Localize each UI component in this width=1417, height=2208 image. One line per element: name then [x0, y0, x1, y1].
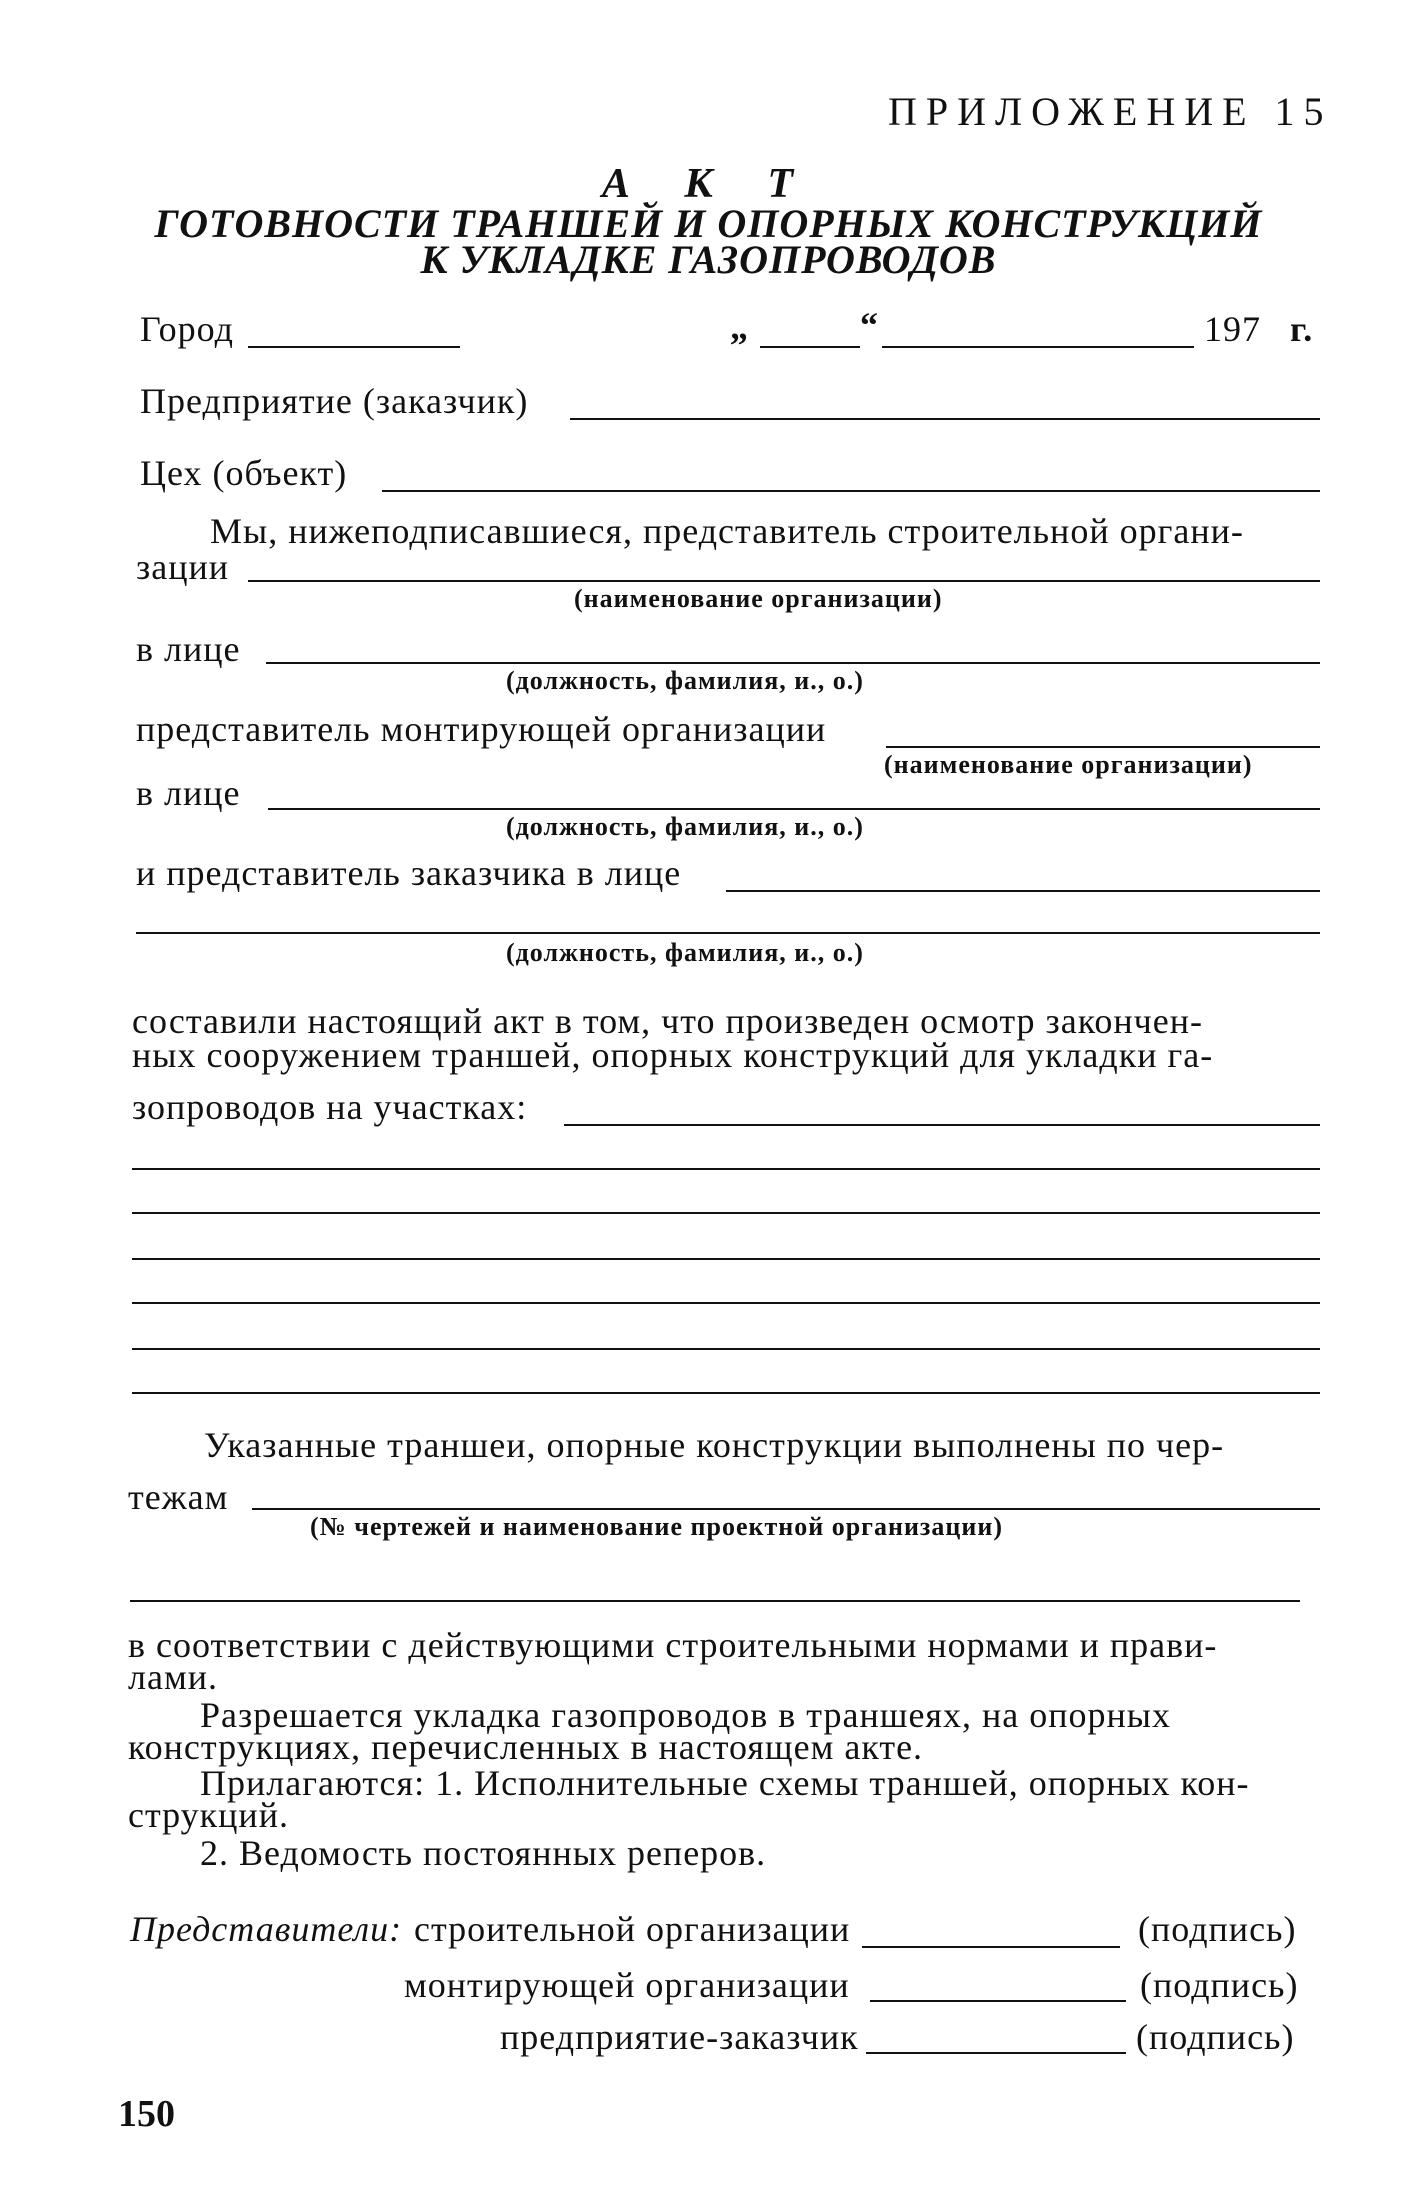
- sections-field-1[interactable]: [564, 1124, 1320, 1126]
- appendix-label: ПРИЛОЖЕНИЕ 15: [888, 89, 1333, 134]
- year-suffix: г.: [1290, 309, 1314, 349]
- sig3-label: предприятие-заказчик: [500, 2017, 859, 2057]
- date-month-field[interactable]: [882, 346, 1194, 348]
- sections-field-2[interactable]: [132, 1168, 1320, 1170]
- sig2-caption: (подпись): [1140, 1965, 1299, 2005]
- in-person-label-2: в лице: [136, 773, 241, 813]
- customer-rep-field[interactable]: [726, 890, 1320, 892]
- para2-line3: зопроводов на участках:: [132, 1087, 528, 1127]
- sections-field-4[interactable]: [132, 1258, 1320, 1260]
- para1-line1: Мы, нижеподписавшиеся, представитель строительной органи-: [210, 511, 1244, 551]
- para4-line2: лами.: [128, 1657, 218, 1697]
- person-field-2[interactable]: [268, 808, 1320, 810]
- drawings-field[interactable]: [252, 1508, 1320, 1510]
- sections-field-5[interactable]: [132, 1302, 1320, 1304]
- para2-line1: составили настоящий акт в том, что произведен осмотр закончен-: [132, 1001, 1203, 1041]
- page-number: 150: [118, 2093, 175, 2135]
- caption-org-name-2: (наименование организации): [884, 750, 1253, 779]
- para6-line3: 2. Ведомость постоянных реперов.: [200, 1833, 767, 1873]
- sig2-field[interactable]: [870, 2000, 1126, 2002]
- act-subtitle-line1: ГОТОВНОСТИ ТРАНШЕЙ И ОПОРНЫХ КОНСТРУКЦИЙ: [154, 201, 1263, 246]
- customer-rep-field-2[interactable]: [136, 932, 1320, 934]
- year-text: 197: [1204, 309, 1261, 349]
- para6-line1: Прилагаются: 1. Исполнительные схемы траншей, опорных кон-: [200, 1763, 1250, 1803]
- sig2-label: монтирующей организации: [404, 1965, 850, 2005]
- para4-line1: в соответствии с действующими строительными нормами и прави-: [128, 1625, 1218, 1665]
- caption-org-name: (наименование организации): [574, 584, 943, 613]
- installer-org-field[interactable]: [886, 746, 1320, 748]
- city-label: Город: [140, 309, 234, 349]
- shop-label: Цех (объект): [140, 453, 348, 493]
- para1-line2: зации: [136, 547, 229, 587]
- caption-position-1: (должность, фамилия, и., о.): [506, 666, 864, 695]
- sig1-field[interactable]: [862, 1946, 1120, 1948]
- para5-line1: Разрешается укладка газопроводов в траншеях, на опорных: [200, 1695, 1171, 1735]
- city-field[interactable]: [248, 346, 460, 348]
- representatives-label: Представители:: [130, 1909, 403, 1949]
- para2-line2: ных сооружением траншей, опорных конструкций для укладки га-: [132, 1035, 1214, 1075]
- sig1-caption: (подпись): [1138, 1909, 1297, 1949]
- org-name-field[interactable]: [248, 580, 1320, 582]
- caption-drawings: (№ чертежей и наименование проектной организации): [310, 1512, 1003, 1541]
- para3-line2: тежам: [128, 1477, 229, 1517]
- installer-rep-label: представитель монтирующей организации: [136, 709, 827, 749]
- drawings-field-2[interactable]: [130, 1600, 1300, 1602]
- sig3-field[interactable]: [866, 2052, 1126, 2054]
- customer-rep-label: и представитель заказчика в лице: [136, 853, 682, 893]
- sections-field-3[interactable]: [132, 1212, 1320, 1214]
- para6-line2: струкций.: [128, 1795, 289, 1835]
- person-field-1[interactable]: [266, 662, 1320, 664]
- act-subtitle-line2: К УКЛАДКЕ ГАЗОПРОВОДОВ: [420, 237, 997, 282]
- sections-field-7[interactable]: [132, 1392, 1320, 1394]
- para5-line2: конструкциях, перечисленных в настоящем акте.: [128, 1727, 924, 1767]
- sections-field-6[interactable]: [132, 1348, 1320, 1350]
- date-day-field[interactable]: [760, 346, 860, 348]
- act-title: А К Т: [601, 161, 816, 207]
- enterprise-label: Предприятие (заказчик): [140, 381, 529, 421]
- sig1-label: строительной организации: [414, 1909, 851, 1949]
- sig3-caption: (подпись): [1136, 2017, 1295, 2057]
- caption-position-3: (должность, фамилия, и., о.): [506, 938, 864, 967]
- para3-line1: Указанные траншеи, опорные конструкции выполнены по чер-: [204, 1425, 1225, 1465]
- caption-position-2: (должность, фамилия, и., о.): [506, 812, 864, 841]
- date-open-quote: „: [730, 307, 749, 347]
- in-person-label-1: в лице: [136, 629, 241, 669]
- shop-field[interactable]: [382, 490, 1320, 492]
- enterprise-field[interactable]: [570, 418, 1320, 420]
- date-close-quote: “: [860, 305, 879, 345]
